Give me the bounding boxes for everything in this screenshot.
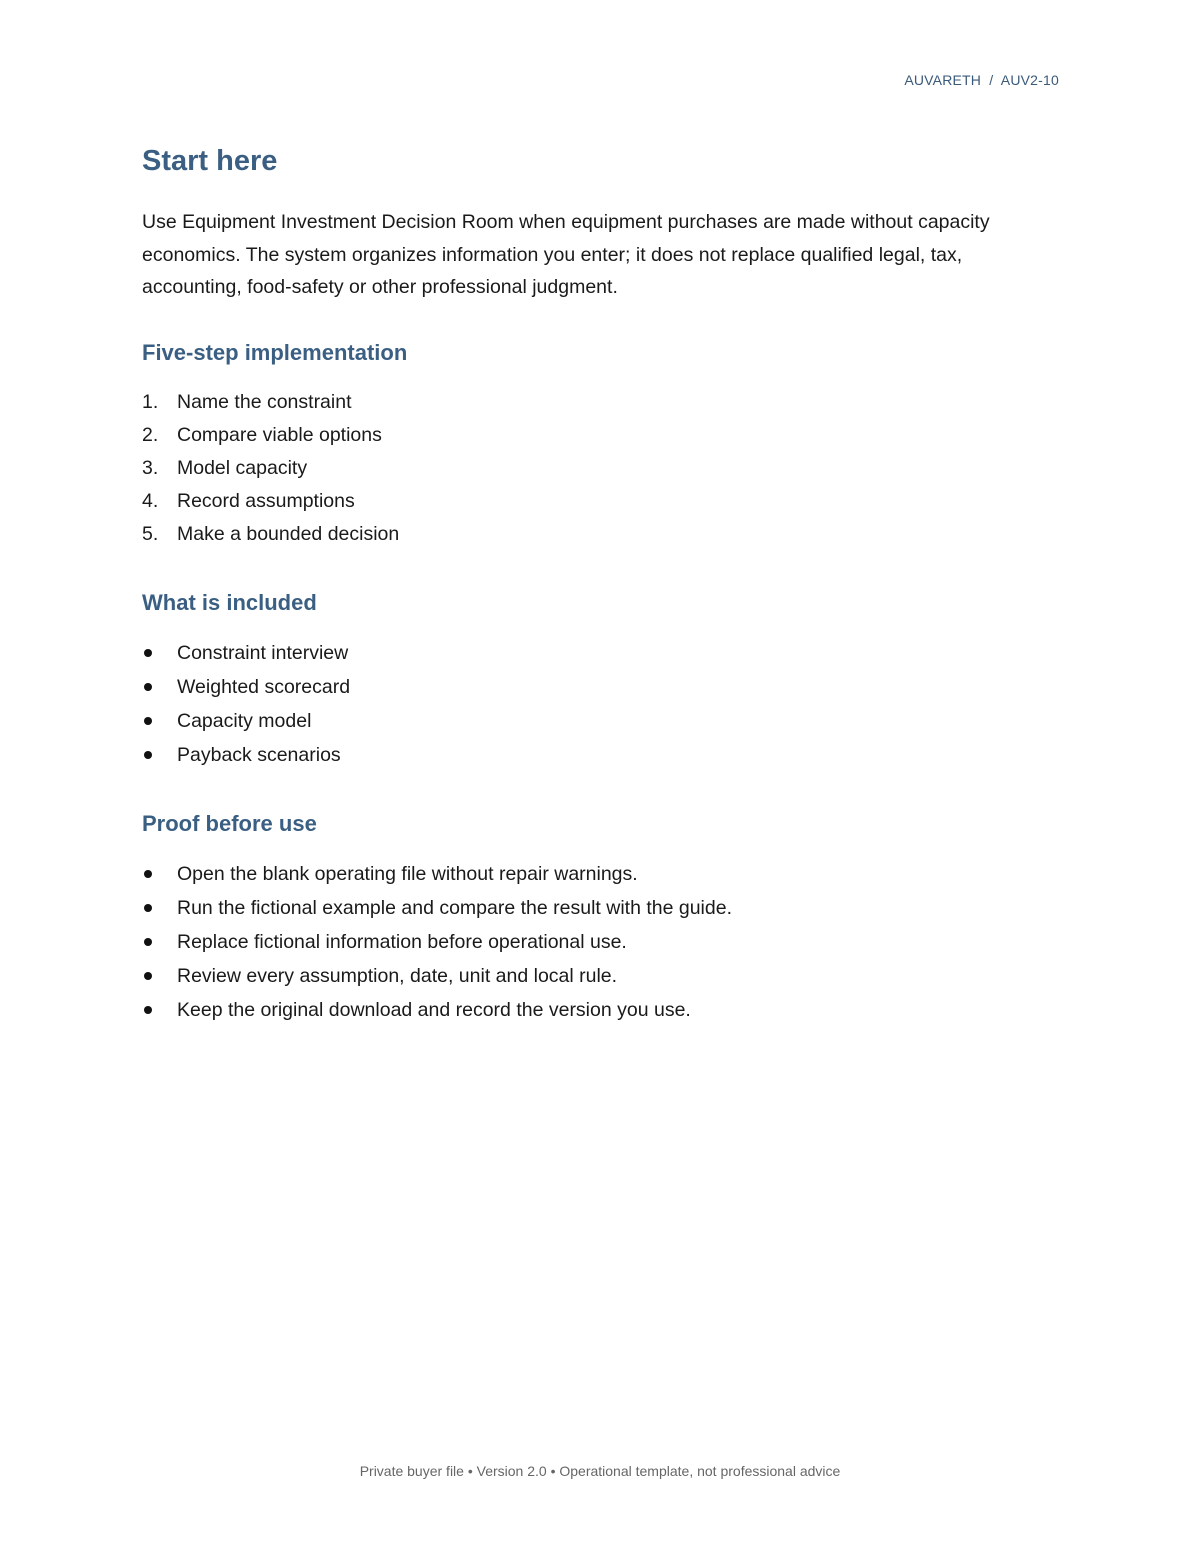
- list-item-text: Payback scenarios: [177, 743, 341, 766]
- list-item: [142, 485, 1042, 518]
- included-section: [142, 588, 1042, 772]
- proof-list: [142, 857, 1042, 1027]
- implementation-steps-list: [142, 386, 1042, 551]
- step-label: Model capacity: [177, 456, 308, 479]
- implementation-section: [142, 338, 1042, 551]
- document-header: AUVARETH / AUV2-10: [904, 72, 1059, 88]
- step-number: 3.: [142, 456, 159, 479]
- step-number: 2.: [142, 423, 159, 446]
- step-label: Record assumptions: [177, 489, 355, 512]
- list-item: [142, 993, 1042, 1027]
- list-item-text: Open the blank operating file without repair warnings.: [177, 862, 638, 885]
- list-item-text: Run the fictional example and compare the result with the guide.: [177, 896, 732, 919]
- list-item: [142, 891, 1042, 925]
- step-number: 1.: [142, 390, 159, 413]
- list-item: [142, 857, 1042, 891]
- step-label: Make a bounded decision: [177, 522, 400, 545]
- bullet-icon: [144, 751, 152, 759]
- bullet-icon: [144, 683, 152, 691]
- list-item: [142, 452, 1042, 485]
- step-label: Name the constraint: [177, 390, 352, 413]
- bullet-icon: [144, 972, 152, 980]
- list-item: [142, 419, 1042, 452]
- list-item: [142, 386, 1042, 419]
- list-item-text: Replace fictional information before operational use.: [177, 930, 627, 953]
- step-label: Compare viable options: [177, 423, 382, 446]
- included-list: [142, 636, 1042, 772]
- list-item-text: Weighted scorecard: [177, 675, 351, 698]
- bullet-icon: [144, 649, 152, 657]
- list-item: [142, 959, 1042, 993]
- bullet-icon: [144, 870, 152, 878]
- list-item-text: Capacity model: [177, 709, 312, 732]
- list-item: [142, 518, 1042, 551]
- page-title: Start here: [142, 145, 278, 177]
- bullet-icon: [144, 938, 152, 946]
- list-item: [142, 925, 1042, 959]
- intro-paragraph: Use Equipment Investment Decision Room when equipment purchases are made without capacity economics. The system organizes information you enter; it does not replace qualified legal, tax, accounting, food-safety or other professional judgment.: [142, 211, 990, 298]
- step-number: 5.: [142, 522, 159, 545]
- step-number: 4.: [142, 489, 159, 512]
- document-footer: Private buyer file • Version 2.0 • Operational template, not professional advice: [359, 1463, 841, 1479]
- list-item-text: Constraint interview: [177, 641, 349, 664]
- list-item-text: Keep the original download and record the version you use.: [177, 998, 691, 1021]
- included-heading: What is included: [142, 589, 317, 615]
- list-item-text: Review every assumption, date, unit and local rule.: [177, 964, 618, 987]
- proof-heading: Proof before use: [142, 810, 317, 836]
- bullet-icon: [144, 1006, 152, 1014]
- implementation-heading: Five-step implementation: [142, 339, 408, 365]
- list-item: [142, 636, 1042, 670]
- document-body: [142, 140, 1042, 1027]
- list-item: [142, 738, 1042, 772]
- bullet-icon: [144, 904, 152, 912]
- proof-section: [142, 809, 1042, 1027]
- list-item: [142, 670, 1042, 704]
- list-item: [142, 704, 1042, 738]
- bullet-icon: [144, 717, 152, 725]
